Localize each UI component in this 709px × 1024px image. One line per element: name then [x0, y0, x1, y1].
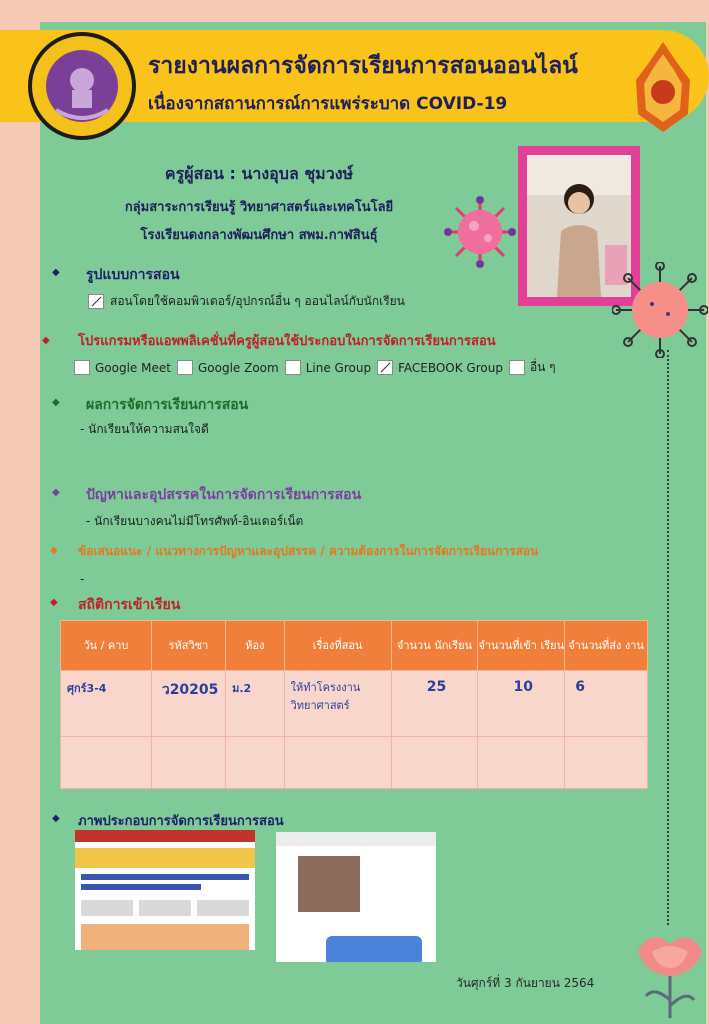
diamond-bullet-icon: ◆ [52, 813, 60, 824]
cell-attended: 10 [478, 671, 565, 737]
diamond-bullet-icon: ◆ [50, 545, 58, 556]
table-row-empty [61, 737, 648, 789]
app-option-other[interactable] [509, 358, 556, 377]
report-subtitle: เนื่องจากสถานการณ์การแพร่ระบาด COVID-19 [148, 94, 508, 114]
flower-decoration-icon [632, 920, 708, 1020]
apps-heading: โปรแกรมหรือแอพพลิเคชั่นที่ครูผู้สอนใช้ประกอบในการจัดการเรียนการสอน [78, 334, 496, 349]
diamond-bullet-icon: ◆ [42, 335, 50, 346]
diamond-bullet-icon: ◆ [52, 267, 60, 278]
app-option-line-group[interactable] [285, 360, 371, 375]
teaching-format-label: สอนโดยใช้คอมพิวเตอร์/อุปกรณ์อื่น ๆ ออนไลน์กับนักเรียน [110, 294, 405, 308]
teaching-format-checkbox[interactable] [88, 294, 104, 309]
teacher-name: ครูผู้สอน : นางอุบล ชุมวงษ์ [164, 164, 354, 183]
app-option-label: อื่น ๆ [529, 360, 556, 374]
teacher-group: กลุ่มสาระการเรียนรู้ วิทยาศาสตร์และเทคโนโลยี [124, 200, 394, 215]
col-header-day: วัน / คาบ [61, 621, 152, 671]
cell-submitted: 6 [565, 671, 648, 737]
cell-subject-code: ว20205 [151, 671, 225, 737]
dotted-divider [667, 350, 669, 925]
cell-room: ม.2 [226, 671, 285, 737]
cell-topic: ให้ทำโครงงาน วิทยาศาสตร์ [284, 671, 391, 737]
col-header-students: จำนวน นักเรียน [391, 621, 478, 671]
app-option-label: Google Meet [95, 360, 171, 375]
problems-heading: ปัญหาและอุปสรรคในการจัดการเรียนการสอน [86, 487, 362, 503]
problems-text: - นักเรียนบางคนไม่มีโทรศัพท์-อินเตอร์เน็ต [86, 514, 304, 528]
col-header-subject-code: รหัสวิชา [151, 621, 225, 671]
school-logo [26, 30, 138, 142]
col-header-attended: จำนวนที่เข้า เรียน [478, 621, 565, 671]
attendance-table [60, 620, 648, 789]
app-option-label: Line Group [305, 360, 372, 375]
suggestions-text: - [80, 572, 85, 586]
app-option-label: Google Zoom [197, 360, 279, 375]
screenshot-chat [276, 832, 436, 962]
photos-heading: ภาพประกอบการจัดการเรียนการสอน [78, 814, 284, 829]
checkbox[interactable] [74, 360, 90, 375]
app-option-label: FACEBOOK Group [398, 360, 503, 375]
checkbox[interactable] [177, 360, 193, 375]
results-heading: ผลการจัดการเรียนการสอน [86, 397, 249, 413]
cell-students: 25 [391, 671, 478, 737]
checkbox-checked[interactable] [377, 360, 393, 375]
attendance-heading: สถิติการเข้าเรียน [78, 597, 181, 613]
teaching-format-option [88, 292, 405, 311]
cell-day: ศุกร์3-4 [61, 671, 152, 737]
diamond-bullet-icon: ◆ [52, 397, 60, 408]
ministry-emblem [630, 40, 696, 134]
table-row [61, 671, 648, 737]
teacher-school: โรงเรียนดงกลางพัฒนศึกษา สพม.กาฬสินธุ์ [140, 228, 378, 243]
app-option-google-meet[interactable] [74, 360, 171, 375]
app-option-facebook-group[interactable] [377, 360, 503, 375]
report-title: รายงานผลการจัดการเรียนการสอนออนไลน์ [148, 53, 578, 79]
screenshot-youtube-post [75, 830, 255, 950]
virus-icon [612, 262, 708, 358]
diamond-bullet-icon: ◆ [52, 487, 60, 498]
checkbox[interactable] [509, 360, 525, 375]
table-header-row [61, 621, 648, 671]
app-option-google-zoom[interactable] [177, 360, 279, 375]
teaching-format-heading: รูปแบบการสอน [86, 267, 180, 283]
suggestions-heading: ข้อเสนอแนะ / แนวทางการปัญหาและอุปสรรค / ความต้องการในการจัดการเรียนการสอน [78, 544, 539, 558]
app-options [74, 358, 562, 377]
col-header-room: ห้อง [226, 621, 285, 671]
results-text: - นักเรียนให้ความสนใจดี [80, 422, 209, 436]
report-date: วันศุกร์ที่ 3 กันยายน 2564 [456, 976, 595, 990]
col-header-submitted: จำนวนที่ส่ง งาน [565, 621, 648, 671]
diamond-bullet-icon: ◆ [50, 597, 58, 608]
virus-icon [444, 196, 516, 268]
checkbox[interactable] [285, 360, 301, 375]
col-header-topic: เรื่องที่สอน [284, 621, 391, 671]
